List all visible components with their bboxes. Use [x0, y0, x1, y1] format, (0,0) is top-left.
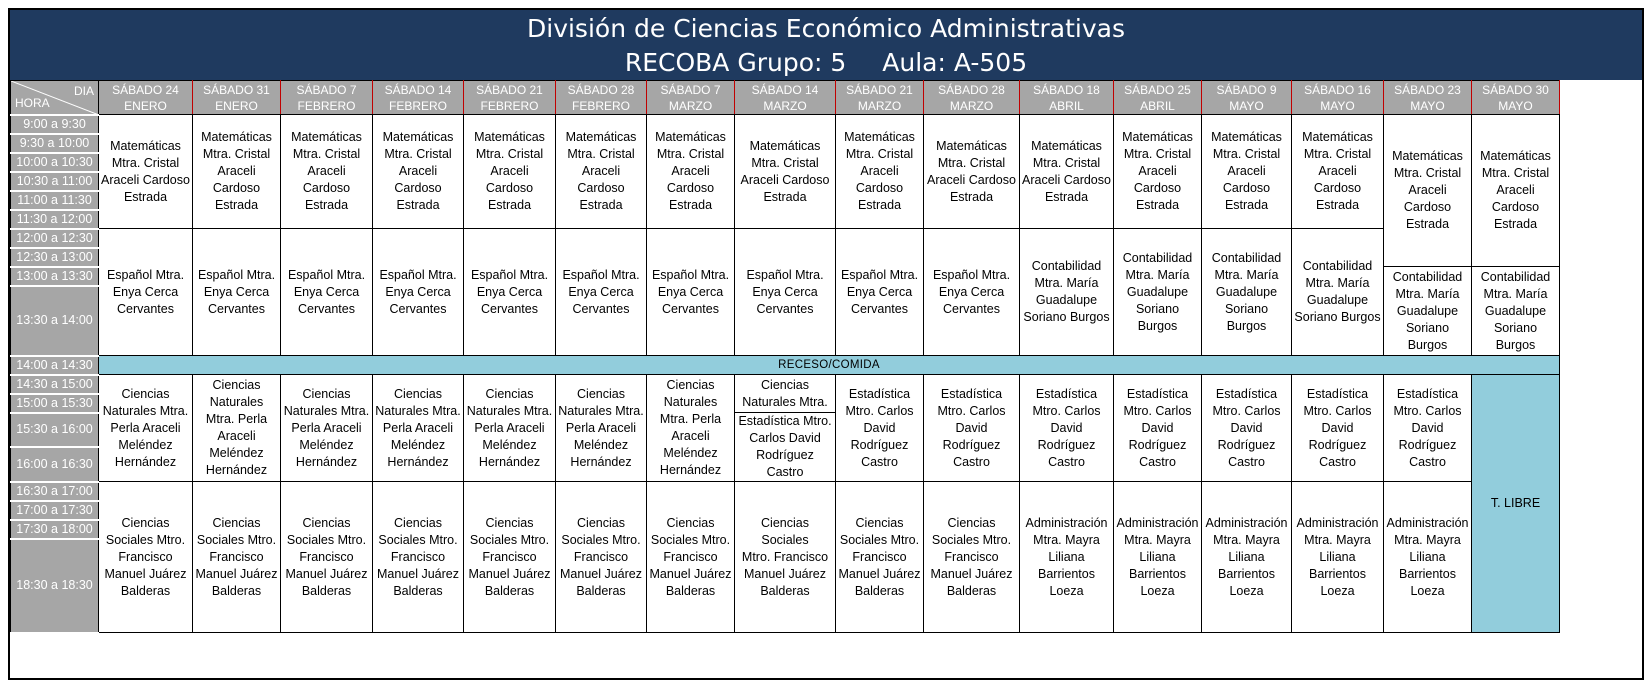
day-header: SÁBADO 21 FEBRERO [464, 81, 556, 115]
hour-label: 18:30 a 18:30 [11, 539, 99, 633]
day-header: SÁBADO 31 ENERO [193, 81, 281, 115]
day-header: SÁBADO 28 FEBRERO [556, 81, 647, 115]
class-administracion: Administración Mtra. Mayra Liliana Barrientos Loeza [1292, 482, 1384, 633]
day-header: SÁBADO 14 FEBRERO [373, 81, 464, 115]
hour-label: 10:00 a 10:30 [11, 153, 99, 172]
schedule-header [10, 10, 1642, 80]
class-estadistica: Estadística Mtro. Carlos David Rodríguez Castro [924, 375, 1020, 482]
tiempo-libre-block: T. LIBRE [1472, 375, 1560, 633]
division-title: División de Ciencias Económico Administrativas [527, 14, 1125, 43]
class-espanol: Español Mtra. Enya Cerca Cervantes [193, 229, 281, 356]
class-ciencias-sociales: Ciencias Sociales Mtro. Francisco Manuel Juárez Balderas [647, 482, 735, 633]
day-header: SÁBADO 25 ABRIL [1114, 81, 1202, 115]
class-matematicas: Matemáticas Mtra. Cristal Araceli Cardoso Estrada [836, 115, 924, 229]
hora-label: HORA [15, 95, 50, 110]
class-contabilidad: Contabilidad Mtra. María Guadalupe Soriano Burgos [1020, 229, 1114, 356]
class-ciencias-naturales: Ciencias Naturales Mtra. Perla Araceli Meléndez Hernández [647, 375, 735, 482]
class-contabilidad: Contabilidad Mtra. María Guadalupe Soriano Burgos [1384, 267, 1472, 356]
class-matematicas: Matemáticas Mtra. Cristal Araceli Cardoso Estrada [373, 115, 464, 229]
class-administracion: Administración Mtra. Mayra Liliana Barrientos Loeza [1020, 482, 1114, 633]
hour-label: 15:00 a 15:30 [11, 394, 99, 413]
class-matematicas: Matemáticas Mtra. Cristal Araceli Cardoso Estrada [193, 115, 281, 229]
class-estadistica: Estadística Mtro. Carlos David Rodríguez Castro [1292, 375, 1384, 482]
hour-label: 17:30 a 18:00 [11, 520, 99, 539]
hour-label: 10:30 a 11:00 [11, 172, 99, 191]
day-header: SÁBADO 24 ENERO [99, 81, 193, 115]
receso-comida-banner: RECESO/COMIDA [99, 356, 1560, 375]
class-contabilidad: Contabilidad Mtra. María Guadalupe Soriano Burgos [1202, 229, 1292, 356]
class-ciencias-sociales: Ciencias Sociales Mtro. Francisco Manuel Juárez Balderas [373, 482, 464, 633]
class-matematicas: Matemáticas Mtra. Cristal Araceli Cardoso Estrada [464, 115, 556, 229]
class-matematicas: Matemáticas Mtra. Cristal Araceli Cardoso Estrada [1292, 115, 1384, 229]
class-espanol: Español Mtra. Enya Cerca Cervantes [735, 229, 836, 356]
class-espanol: Español Mtra. Enya Cerca Cervantes [924, 229, 1020, 356]
class-espanol: Español Mtra. Enya Cerca Cervantes [464, 229, 556, 356]
hour-label: 11:30 a 12:00 [11, 210, 99, 229]
class-contabilidad: Contabilidad Mtra. María Guadalupe Soriano Burgos [1292, 229, 1384, 356]
class-ciencias-sociales: Ciencias Sociales Mtro. Francisco Manuel Juárez Balderas [735, 482, 836, 633]
day-header: SÁBADO 21 MARZO [836, 81, 924, 115]
dia-label: DIA [73, 84, 94, 98]
class-ciencias-sociales: Ciencias Sociales Mtro. Francisco Manuel Juárez Balderas [464, 482, 556, 633]
class-administracion: Administración Mtra. Mayra Liliana Barrientos Loeza [1114, 482, 1202, 633]
room-label: Aula: A-505 [882, 48, 1028, 77]
hour-label: 9:30 a 10:00 [11, 134, 99, 153]
class-ciencias-naturales: Ciencias Naturales Mtra. [735, 375, 836, 413]
day-header: SÁBADO 18 ABRIL [1020, 81, 1114, 115]
day-header: SÁBADO 30 MAYO [1472, 81, 1560, 115]
class-espanol: Español Mtra. Enya Cerca Cervantes [99, 229, 193, 356]
day-header: SÁBADO 28 MARZO [924, 81, 1020, 115]
day-header: SÁBADO 7 MARZO [647, 81, 735, 115]
class-espanol: Español Mtra. Enya Cerca Cervantes [836, 229, 924, 356]
day-header: SÁBADO 16 MAYO [1292, 81, 1384, 115]
class-ciencias-naturales: Ciencias Naturales Mtra. Perla Araceli Meléndez Hernández [556, 375, 647, 482]
class-administracion: Administración Mtra. Mayra Liliana Barrientos Loeza [1202, 482, 1292, 633]
hour-label: 14:00 a 14:30 [11, 356, 99, 375]
class-ciencias-naturales: Ciencias Naturales Mtra. Perla Araceli Meléndez Hernández [281, 375, 373, 482]
class-ciencias-naturales: Ciencias Naturales Mtra. Perla Araceli Meléndez Hernández [99, 375, 193, 482]
class-matematicas: Matemáticas Mtra. Cristal Araceli Cardoso Estrada [1202, 115, 1292, 229]
class-matematicas: Matemáticas Mtra. Cristal Araceli Cardoso Estrada [99, 115, 193, 229]
class-matematicas: Matemáticas Mtra. Cristal Araceli Cardoso Estrada [735, 115, 836, 229]
class-espanol: Español Mtra. Enya Cerca Cervantes [556, 229, 647, 356]
hour-label: 12:30 a 13:00 [11, 248, 99, 267]
class-matematicas: Matemáticas Mtra. Cristal Araceli Cardoso Estrada [1114, 115, 1202, 229]
hour-label: 9:00 a 9:30 [11, 115, 99, 134]
hour-label: 15:30 a 16:00 [11, 413, 99, 448]
class-matematicas: Matemáticas Mtra. Cristal Araceli Cardoso Estrada [924, 115, 1020, 229]
hour-label: 13:00 a 13:30 [11, 267, 99, 286]
class-administracion: Administración Mtra. Mayra Liliana Barrientos Loeza [1384, 482, 1472, 633]
class-estadistica: Estadística Mtro. Carlos David Rodríguez Castro [836, 375, 924, 482]
class-ciencias-naturales: Ciencias Naturales Mtra. Perla Araceli Meléndez Hernández [464, 375, 556, 482]
day-header: SÁBADO 9 MAYO [1202, 81, 1292, 115]
class-estadistica: Estadística Mtro. Carlos David Rodríguez Castro [735, 413, 836, 482]
hour-label: 12:00 a 12:30 [11, 229, 99, 248]
class-matematicas: Matemáticas Mtra. Cristal Araceli Cardoso Estrada [1020, 115, 1114, 229]
class-estadistica: Estadística Mtro. Carlos David Rodríguez Castro [1020, 375, 1114, 482]
class-contabilidad: Contabilidad Mtra. María Guadalupe Soriano Burgos [1114, 229, 1202, 356]
class-matematicas: Matemáticas Mtra. Cristal Araceli Cardoso Estrada [556, 115, 647, 229]
day-header: SÁBADO 14 MARZO [735, 81, 836, 115]
class-estadistica: Estadística Mtro. Carlos David Rodríguez Castro [1114, 375, 1202, 482]
hour-label: 13:30 a 14:00 [11, 286, 99, 356]
schedule-sheet [8, 8, 1644, 680]
class-ciencias-sociales: Ciencias Sociales Mtro. Francisco Manuel Juárez Balderas [99, 482, 193, 633]
dia-hora-corner [11, 81, 99, 115]
class-ciencias-sociales: Ciencias Sociales Mtro. Francisco Manuel Juárez Balderas [193, 482, 281, 633]
hour-label: 17:00 a 17:30 [11, 501, 99, 520]
class-ciencias-sociales: Ciencias Sociales Mtro. Francisco Manuel Juárez Balderas [281, 482, 373, 633]
class-ciencias-sociales: Ciencias Sociales Mtro. Francisco Manuel Juárez Balderas [556, 482, 647, 633]
hour-label: 16:30 a 17:00 [11, 482, 99, 501]
class-estadistica: Estadística Mtro. Carlos David Rodríguez Castro [1202, 375, 1292, 482]
class-ciencias-naturales: Ciencias Naturales Mtra. Perla Araceli Meléndez Hernández [373, 375, 464, 482]
class-ciencias-sociales: Ciencias Sociales Mtro. Francisco Manuel Juárez Balderas [924, 482, 1020, 633]
day-header: SÁBADO 7 FEBRERO [281, 81, 373, 115]
class-matematicas: Matemáticas Mtra. Cristal Araceli Cardoso Estrada [647, 115, 735, 229]
class-estadistica: Estadística Mtro. Carlos David Rodríguez Castro [1384, 375, 1472, 482]
class-contabilidad: Contabilidad Mtra. María Guadalupe Soriano Burgos [1472, 267, 1560, 356]
class-ciencias-sociales: Ciencias Sociales Mtro. Francisco Manuel Juárez Balderas [836, 482, 924, 633]
class-ciencias-naturales: Ciencias Naturales Mtra. Perla Araceli Meléndez Hernández [193, 375, 281, 482]
hour-label: 11:00 a 11:30 [11, 191, 99, 210]
class-espanol: Español Mtra. Enya Cerca Cervantes [373, 229, 464, 356]
group-label: RECOBA Grupo: 5 [624, 48, 847, 77]
class-matematicas: Matemáticas Mtra. Cristal Araceli Cardoso Estrada [1384, 115, 1472, 267]
hour-label: 16:00 a 16:30 [11, 447, 99, 482]
group-room-line [10, 48, 1642, 78]
schedule-table [10, 80, 1560, 634]
class-matematicas: Matemáticas Mtra. Cristal Araceli Cardoso Estrada [281, 115, 373, 229]
class-matematicas: Matemáticas Mtra. Cristal Araceli Cardoso Estrada [1472, 115, 1560, 267]
hour-label: 14:30 a 15:00 [11, 375, 99, 394]
class-espanol: Español Mtra. Enya Cerca Cervantes [281, 229, 373, 356]
day-header: SÁBADO 23 MAYO [1384, 81, 1472, 115]
class-espanol: Español Mtra. Enya Cerca Cervantes [647, 229, 735, 356]
